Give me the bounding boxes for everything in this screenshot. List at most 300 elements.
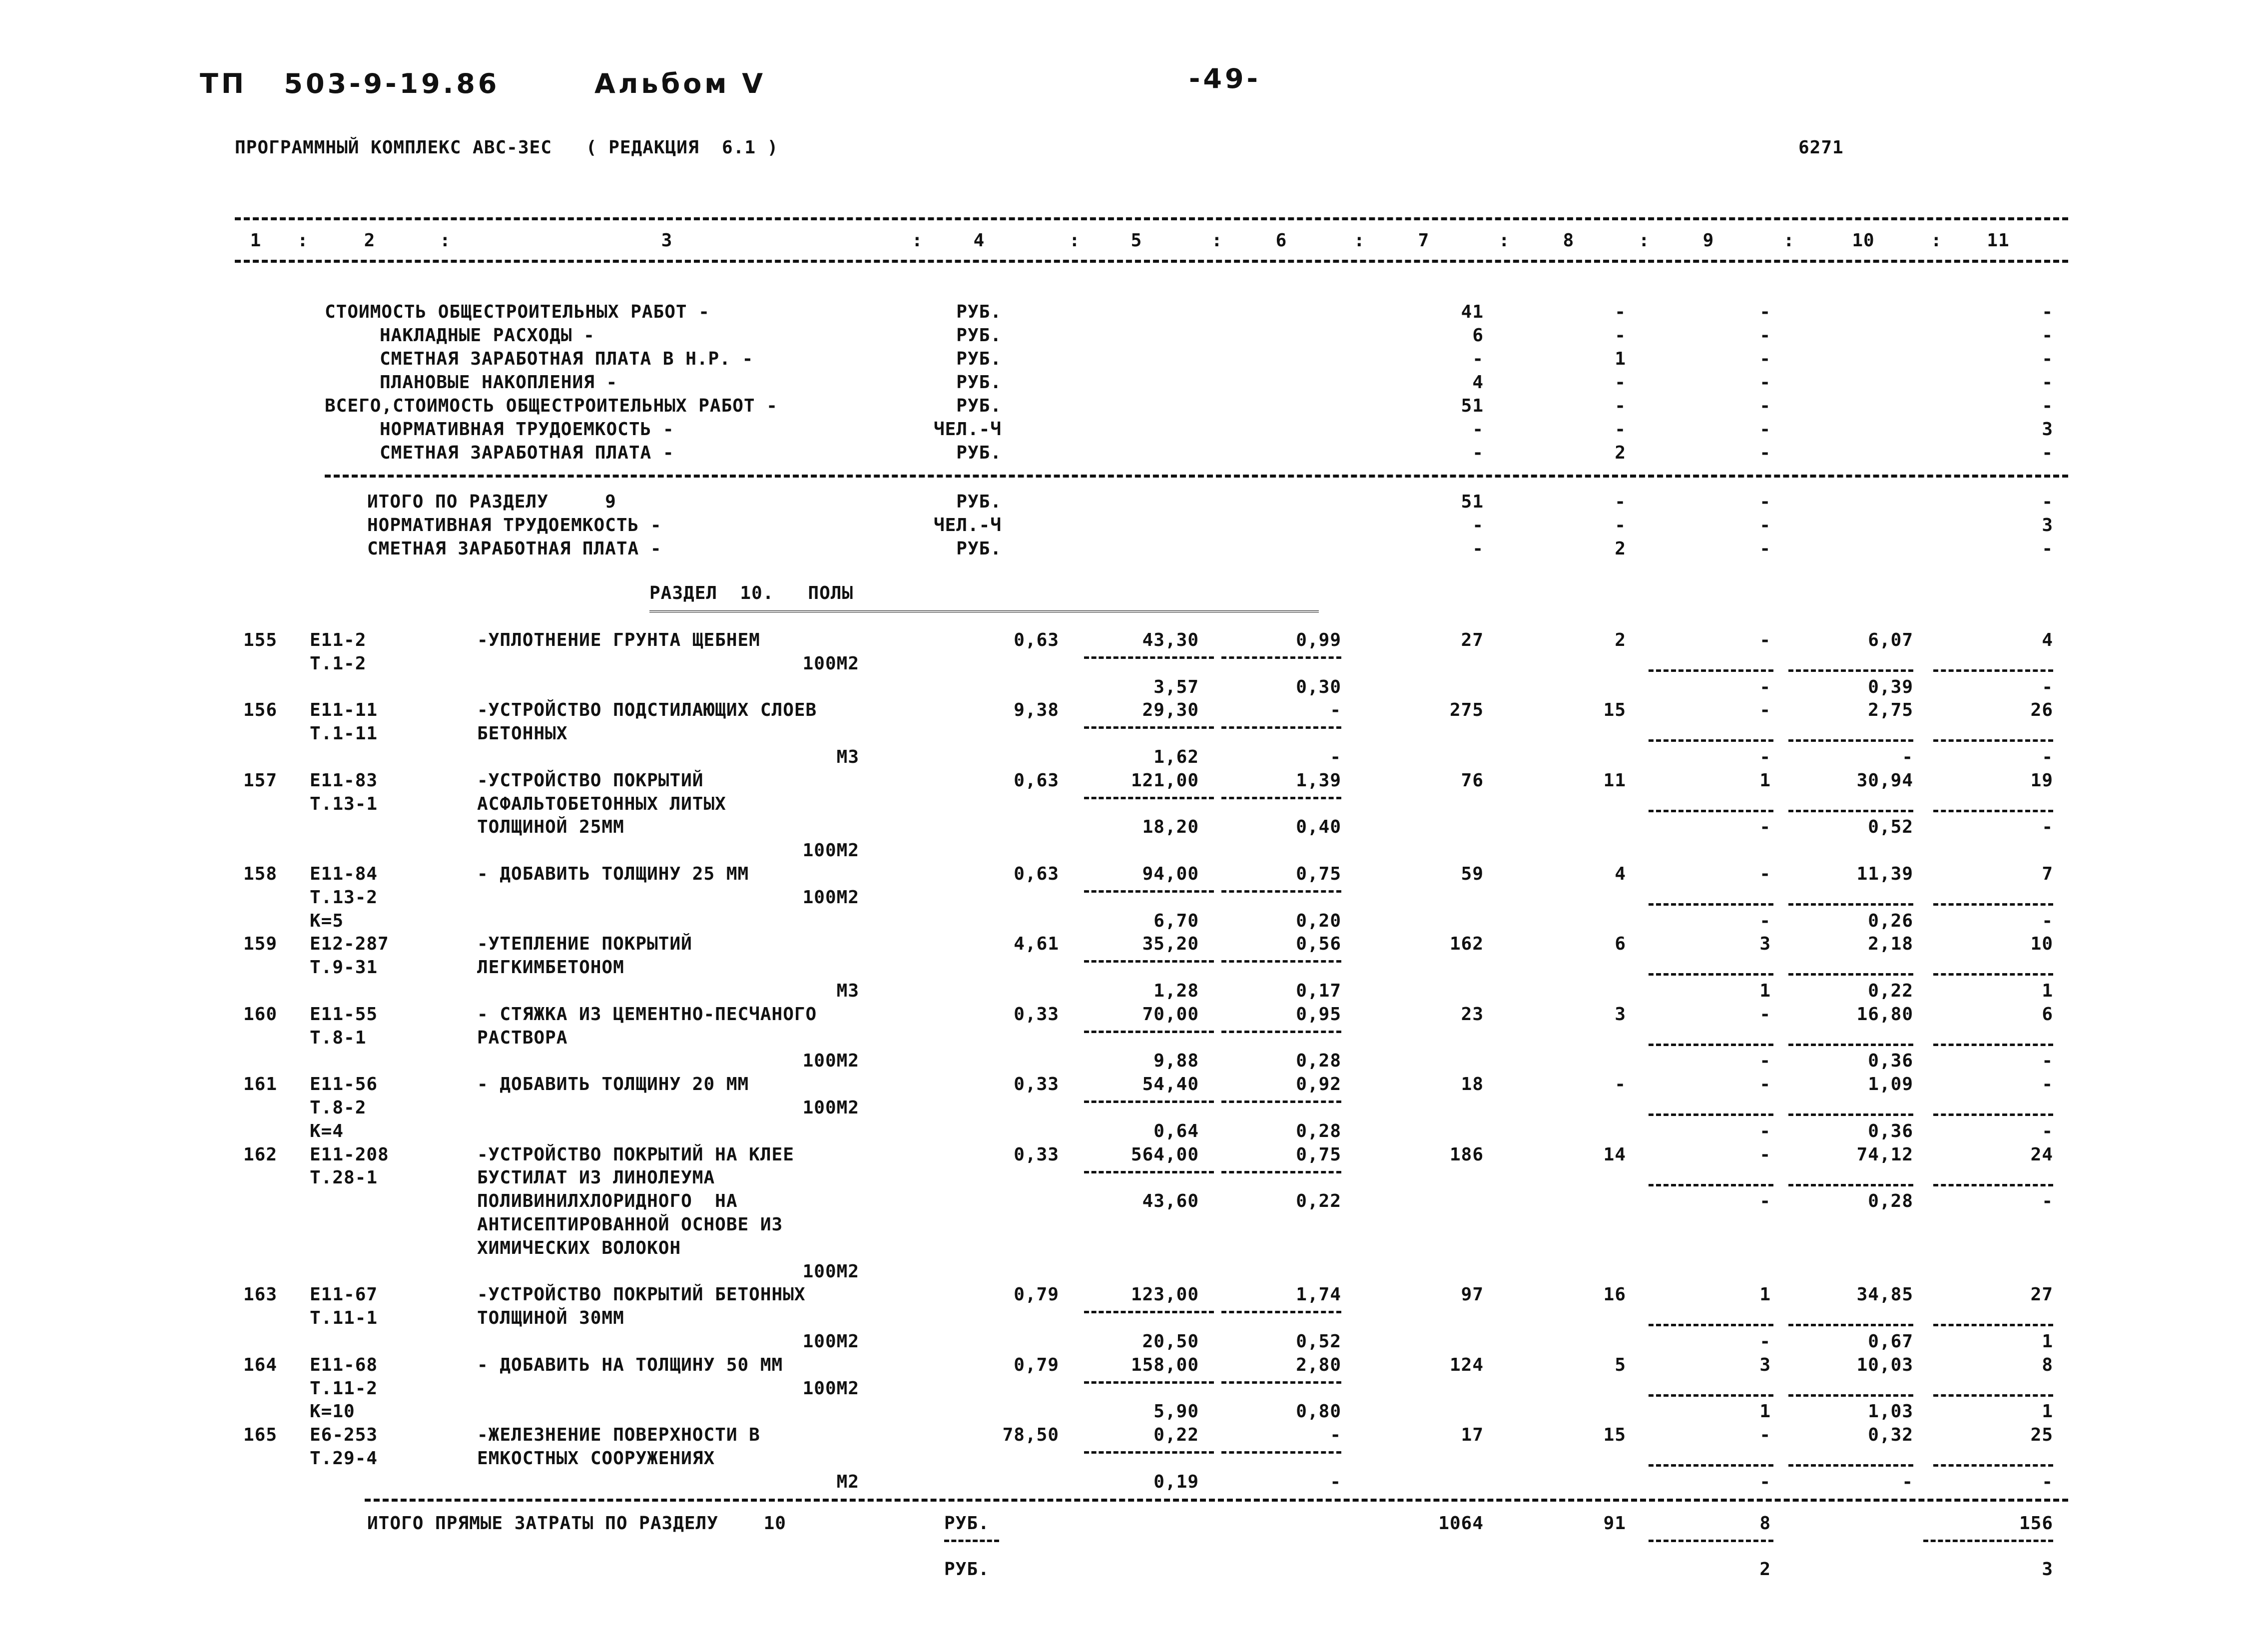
- machine-cost: -: [1759, 676, 1771, 697]
- sub-rule-c9: [1649, 1324, 1773, 1326]
- sub-rule-c10: [1788, 903, 1913, 906]
- unit-wage: 0,92: [1296, 1074, 1341, 1095]
- sub-rule-c11: [1933, 1394, 2053, 1397]
- sub-rule-c11: [1933, 739, 2053, 742]
- sub-rule-c5: [1084, 656, 1214, 659]
- labor-per-unit: 11,39: [1856, 864, 1913, 884]
- unit-wage: 0,75: [1296, 1144, 1341, 1165]
- quantity: 4,61: [1014, 934, 1059, 955]
- sub-rule-c6: [1221, 797, 1341, 799]
- rate-code: Т.8-2: [310, 1098, 367, 1118]
- work-description: БЕТОННЫХ: [477, 723, 568, 744]
- machine-cost: -: [1759, 1120, 1771, 1141]
- sub-rule-c10: [1788, 1044, 1913, 1046]
- work-description: - ДОБАВИТЬ НА ТОЛЩИНУ 50 ММ: [477, 1354, 783, 1375]
- item-number: 158: [243, 864, 277, 884]
- unit-wage: 0,17: [1296, 981, 1341, 1001]
- sub-rule-c5: [1084, 1031, 1214, 1033]
- rate-code: Т.1-2: [310, 653, 367, 674]
- machine-cost: -: [1759, 910, 1771, 931]
- labor-total: -: [2042, 747, 2053, 767]
- work-description: - ДОБАВИТЬ ТОЛЩИНУ 20 ММ: [477, 1074, 749, 1095]
- work-description: -УСТРОЙСТВО ПОКРЫТИЙ: [477, 770, 704, 791]
- column-header-1: 1: [250, 230, 262, 251]
- unit-cost: 9,88: [1153, 1051, 1199, 1072]
- total-cost: 17: [1461, 1425, 1484, 1446]
- work-description: ТОЛЩИНОЙ 25ММ: [477, 817, 624, 838]
- sub-rule-c6: [1221, 1451, 1341, 1454]
- sub-rule-c9: [1649, 669, 1773, 672]
- summary-unit: ЧЕЛ.-Ч: [933, 419, 1002, 440]
- labor-per-unit: 1,03: [1868, 1401, 1913, 1422]
- unit-cost: 3,57: [1153, 676, 1199, 697]
- quantity: 0,63: [1014, 864, 1059, 884]
- header-rule: [235, 260, 2068, 263]
- quantity: 9,38: [1014, 700, 1059, 721]
- unit-of-measure: 100М2: [802, 653, 859, 674]
- unit-cost: 1,28: [1153, 981, 1199, 1001]
- machine-cost: -: [1759, 747, 1771, 767]
- labor-per-unit: 74,12: [1856, 1144, 1913, 1165]
- summary-value-c11: -: [2042, 302, 2053, 322]
- unit-cost: 20,50: [1142, 1331, 1199, 1352]
- summary-value-c9: -: [1759, 419, 1771, 440]
- unit-cost: 0,64: [1153, 1120, 1199, 1141]
- total-wage: 11: [1603, 770, 1626, 791]
- summary-value-c7: 6: [1472, 325, 1484, 346]
- totals-rule: [365, 1499, 2068, 1502]
- rate-code: Е12-287: [310, 934, 389, 955]
- unit-of-measure: 100М2: [802, 1098, 859, 1118]
- labor-total: -: [2042, 910, 2053, 931]
- grand-total-c11: 3: [2042, 1559, 2053, 1580]
- sub-rule-c6: [1221, 890, 1341, 893]
- labor-total: 1: [2042, 1401, 2053, 1422]
- unit-of-measure: 100М2: [802, 887, 859, 908]
- sub-rule-c5: [1084, 1311, 1214, 1313]
- total-rule-c9: [1649, 1540, 1773, 1542]
- rate-code: Т.8-1: [310, 1027, 367, 1048]
- quantity: 78,50: [1002, 1425, 1059, 1446]
- grand-total-c8: 91: [1603, 1513, 1626, 1534]
- total-wage: 14: [1603, 1144, 1626, 1165]
- grand-total-c11: 156: [2019, 1513, 2053, 1534]
- sub-rule-c5: [1084, 1451, 1214, 1454]
- total-cost: 18: [1461, 1074, 1484, 1095]
- quantity: 0,63: [1014, 630, 1059, 650]
- labor-per-unit: 0,36: [1868, 1051, 1913, 1072]
- rate-code: Е11-83: [310, 770, 378, 791]
- column-header-7: 7: [1418, 230, 1430, 251]
- rate-code: Е11-11: [310, 700, 378, 721]
- sub-rule-c10: [1788, 810, 1913, 812]
- work-description: -УСТРОЙСТВО ПОКРЫТИЙ БЕТОННЫХ: [477, 1284, 806, 1305]
- summary-value-c9: -: [1759, 396, 1771, 416]
- quantity: 0,63: [1014, 770, 1059, 791]
- labor-per-unit: 34,85: [1856, 1284, 1913, 1305]
- grand-total-c7: 1064: [1438, 1513, 1484, 1534]
- total-cost: 76: [1461, 770, 1484, 791]
- total-wage: 6: [1615, 934, 1626, 955]
- machine-cost: -: [1759, 817, 1771, 838]
- machine-cost: 1: [1759, 1284, 1771, 1305]
- summary-value-c11: -: [2042, 325, 2053, 346]
- unit-of-measure: 100М2: [802, 840, 859, 861]
- column-separator: :: [1499, 230, 1510, 251]
- unit-of-measure: М3: [836, 981, 859, 1001]
- total-cost: 23: [1461, 1004, 1484, 1025]
- sub-rule-c6: [1221, 656, 1341, 659]
- work-description: ТОЛЩИНОЙ 30ММ: [477, 1308, 624, 1329]
- rate-code: Е11-208: [310, 1144, 389, 1165]
- work-description: ПОЛИВИНИЛХЛОРИДНОГО НА: [477, 1191, 738, 1212]
- labor-per-unit: 0,39: [1868, 676, 1913, 697]
- summary-value-c8: -: [1615, 396, 1626, 416]
- labor-per-unit: 0,32: [1868, 1425, 1913, 1446]
- rate-code: Е11-84: [310, 864, 378, 884]
- labor-total: -: [2042, 676, 2053, 697]
- summary-label: ВСЕГО,СТОИМОСТЬ ОБЩЕСТРОИТЕЛЬНЫХ РАБОТ -: [325, 396, 778, 416]
- work-description: ЛЕГКИМБЕТОНОМ: [477, 957, 624, 978]
- sub-rule-c10: [1788, 1113, 1913, 1116]
- work-description: -УПЛОТНЕНИЕ ГРУНТА ЩЕБНЕМ: [477, 630, 760, 650]
- work-description: - СТЯЖКА ИЗ ЦЕМЕНТНО-ПЕСЧАНОГО: [477, 1004, 817, 1025]
- work-description: -УСТРОЙСТВО ПОДСТИЛАЮЩИХ СЛОЕВ: [477, 700, 817, 721]
- machine-cost: -: [1759, 1425, 1771, 1446]
- grand-total-c9: 2: [1759, 1559, 1771, 1580]
- labor-per-unit: 6,07: [1868, 630, 1913, 650]
- item-number: 155: [243, 630, 277, 650]
- summary-value-c8: -: [1615, 325, 1626, 346]
- unit-wage: 0,99: [1296, 630, 1341, 650]
- column-separator: :: [1354, 230, 1365, 251]
- total-rule-c11: [1923, 1540, 2053, 1542]
- quantity: 0,79: [1014, 1354, 1059, 1375]
- column-header-6: 6: [1275, 230, 1287, 251]
- rate-code: Т.29-4: [310, 1448, 378, 1469]
- rate-code: К=4: [310, 1120, 344, 1141]
- summary-value-c11: -: [2042, 443, 2053, 463]
- work-description: АСФАЛЬТОБЕТОННЫХ ЛИТЫХ: [477, 793, 726, 814]
- total-cost: 97: [1461, 1284, 1484, 1305]
- machine-cost: -: [1759, 864, 1771, 884]
- unit-cost: 43,30: [1142, 630, 1199, 650]
- unit-wage: 0,52: [1296, 1331, 1341, 1352]
- sub-rule-c6: [1221, 1381, 1341, 1384]
- section-total-c9: -: [1759, 515, 1771, 536]
- section-total-c9: -: [1759, 539, 1771, 559]
- total-cost: 27: [1461, 630, 1484, 650]
- sub-rule-c9: [1649, 903, 1773, 906]
- labor-total: 7: [2042, 864, 2053, 884]
- section-total-label: НОРМАТИВНАЯ ТРУДОЕМКОСТЬ -: [367, 515, 662, 536]
- section-total-unit: РУБ.: [956, 492, 1002, 512]
- section-total-c11: -: [2042, 539, 2053, 559]
- summary-label: НОРМАТИВНАЯ ТРУДОЕМКОСТЬ -: [380, 419, 674, 440]
- unit-cost: 35,20: [1142, 934, 1199, 955]
- sub-rule-c5: [1084, 1381, 1214, 1384]
- labor-total: -: [2042, 1051, 2053, 1072]
- unit-wage: 0,80: [1296, 1401, 1341, 1422]
- summary-value-c7: -: [1472, 419, 1484, 440]
- item-number: 163: [243, 1284, 277, 1305]
- page-number: -49-: [1189, 63, 1261, 94]
- sub-rule-c9: [1649, 1044, 1773, 1046]
- work-description: ЕМКОСТНЫХ СООРУЖЕНИЯХ: [477, 1448, 715, 1469]
- labor-per-unit: 2,18: [1868, 934, 1913, 955]
- rate-code: Т.13-2: [310, 887, 378, 908]
- sub-rule-c10: [1788, 1184, 1913, 1186]
- column-separator: :: [1069, 230, 1081, 251]
- total-wage: 3: [1615, 1004, 1626, 1025]
- section-total-c7: -: [1472, 515, 1484, 536]
- summary-label: ПЛАНОВЫЕ НАКОПЛЕНИЯ -: [380, 372, 618, 393]
- machine-cost: 3: [1759, 934, 1771, 955]
- rate-code: Т.11-1: [310, 1308, 378, 1329]
- unit-of-measure: 100М2: [802, 1051, 859, 1072]
- column-header-5: 5: [1130, 230, 1142, 251]
- labor-per-unit: 0,67: [1868, 1331, 1913, 1352]
- summary-value-c7: 41: [1461, 302, 1484, 322]
- labor-total: -: [2042, 1120, 2053, 1141]
- unit-cost: 5,90: [1153, 1401, 1199, 1422]
- work-description: БУСТИЛАТ ИЗ ЛИНОЛЕУМА: [477, 1167, 715, 1188]
- item-number: 161: [243, 1074, 277, 1095]
- labor-total: 25: [2030, 1425, 2053, 1446]
- labor-per-unit: 0,26: [1868, 910, 1913, 931]
- unit-cost: 0,22: [1153, 1425, 1199, 1446]
- rate-code: Т.13-1: [310, 793, 378, 814]
- unit-wage: 1,74: [1296, 1284, 1341, 1305]
- sub-rule-c5: [1084, 797, 1214, 799]
- summary-value-c7: 4: [1472, 372, 1484, 393]
- sub-rule-c9: [1649, 739, 1773, 742]
- machine-cost: 1: [1759, 770, 1771, 791]
- unit-cost: 158,00: [1130, 1354, 1199, 1375]
- total-wage: 15: [1603, 700, 1626, 721]
- labor-total: 6: [2042, 1004, 2053, 1025]
- sub-rule-c6: [1221, 1171, 1341, 1173]
- rate-code: Е11-67: [310, 1284, 378, 1305]
- section-total-label: ИТОГО ПО РАЗДЕЛУ 9: [367, 492, 616, 512]
- program-title: ПРОГРАММНЫЙ КОМПЛЕКС АВС-3ЕС ( РЕДАКЦИЯ 6.1 ): [235, 137, 779, 158]
- unit-wage: -: [1330, 1425, 1341, 1446]
- sub-rule-c9: [1649, 1394, 1773, 1397]
- sub-rule-c10: [1788, 669, 1913, 672]
- column-header-2: 2: [364, 230, 376, 251]
- machine-cost: -: [1759, 1051, 1771, 1072]
- summary-value-c8: 2: [1615, 443, 1626, 463]
- rate-code: Т.1-11: [310, 723, 378, 744]
- work-description: -ЖЕЛЕЗНЕНИЕ ПОВЕРХНОСТИ В: [477, 1425, 760, 1446]
- work-description: РАСТВОРА: [477, 1027, 568, 1048]
- section-total-label: СМЕТНАЯ ЗАРАБОТНАЯ ПЛАТА -: [367, 539, 662, 559]
- summary-value-c7: -: [1472, 443, 1484, 463]
- unit-of-measure: 100М2: [802, 1261, 859, 1282]
- labor-per-unit: 2,75: [1868, 700, 1913, 721]
- rate-code: Е6-253: [310, 1425, 378, 1446]
- unit-wage: 1,39: [1296, 770, 1341, 791]
- work-description: -УТЕПЛЕНИЕ ПОКРЫТИЙ: [477, 934, 692, 955]
- summary-unit: РУБ.: [956, 349, 1002, 369]
- grand-total-unit: РУБ.: [944, 1559, 990, 1580]
- grand-total-c9: 8: [1759, 1513, 1771, 1534]
- work-description: АНТИСЕПТИРОВАННОЙ ОСНОВЕ ИЗ: [477, 1214, 783, 1235]
- section-total-c11: -: [2042, 492, 2053, 512]
- column-header-10: 10: [1852, 230, 1875, 251]
- column-header-4: 4: [973, 230, 985, 251]
- sub-rule-c9: [1649, 1184, 1773, 1186]
- sub-rule-c5: [1084, 1101, 1214, 1103]
- machine-cost: -: [1759, 700, 1771, 721]
- unit-rule: [944, 1540, 999, 1542]
- unit-of-measure: 100М2: [802, 1378, 859, 1399]
- labor-total: -: [2042, 1191, 2053, 1212]
- sub-rule-c11: [1933, 669, 2053, 672]
- unit-of-measure: 100М2: [802, 1331, 859, 1352]
- total-cost: 124: [1449, 1354, 1484, 1375]
- sub-rule-c11: [1933, 810, 2053, 812]
- summary-value-c9: -: [1759, 372, 1771, 393]
- section-total-c7: 51: [1461, 492, 1484, 512]
- total-cost: 162: [1449, 934, 1484, 955]
- unit-wage: 2,80: [1296, 1354, 1341, 1375]
- rate-code: Е11-55: [310, 1004, 378, 1025]
- labor-per-unit: -: [1902, 1471, 1913, 1492]
- work-description: ХИМИЧЕСКИХ ВОЛОКОН: [477, 1237, 681, 1258]
- rate-code: Т.9-31: [310, 957, 378, 978]
- unit-wage: 0,56: [1296, 934, 1341, 955]
- summary-value-c9: -: [1759, 325, 1771, 346]
- total-wage: -: [1615, 1074, 1626, 1095]
- sub-rule-c6: [1221, 1101, 1341, 1103]
- sub-rule-c9: [1649, 1113, 1773, 1116]
- column-header-11: 11: [1987, 230, 2010, 251]
- labor-per-unit: 0,36: [1868, 1120, 1913, 1141]
- unit-cost: 70,00: [1142, 1004, 1199, 1025]
- column-separator: :: [440, 230, 451, 251]
- labor-per-unit: -: [1902, 747, 1913, 767]
- labor-per-unit: 16,80: [1856, 1004, 1913, 1025]
- work-description: -УСТРОЙСТВО ПОКРЫТИЙ НА КЛЕЕ: [477, 1144, 794, 1165]
- unit-wage: 0,22: [1296, 1191, 1341, 1212]
- section-total-c11: 3: [2042, 515, 2053, 536]
- item-number: 162: [243, 1144, 277, 1165]
- summary-value-c8: -: [1615, 302, 1626, 322]
- item-number: 165: [243, 1425, 277, 1446]
- top-rule: [235, 217, 2068, 220]
- unit-of-measure: М3: [836, 747, 859, 767]
- summary-value-c8: 1: [1615, 349, 1626, 369]
- unit-cost: 0,19: [1153, 1471, 1199, 1492]
- labor-per-unit: 0,52: [1868, 817, 1913, 838]
- rate-code: Т.28-1: [310, 1167, 378, 1188]
- section-title: РАЗДЕЛ 10. ПОЛЫ: [649, 583, 854, 603]
- rate-code: Е11-2: [310, 630, 367, 650]
- item-number: 164: [243, 1354, 277, 1375]
- machine-cost: 1: [1759, 981, 1771, 1001]
- section-total-c9: -: [1759, 492, 1771, 512]
- sub-rule-c5: [1084, 1171, 1214, 1173]
- summary-value-c9: -: [1759, 443, 1771, 463]
- summary-value-c7: -: [1472, 349, 1484, 369]
- sub-rule-c10: [1788, 1464, 1913, 1467]
- labor-total: 27: [2030, 1284, 2053, 1305]
- grand-total-unit: РУБ.: [944, 1513, 990, 1534]
- labor-total: 4: [2042, 630, 2053, 650]
- total-wage: 5: [1615, 1354, 1626, 1375]
- labor-per-unit: 0,22: [1868, 981, 1913, 1001]
- total-cost: 186: [1449, 1144, 1484, 1165]
- summary-unit: РУБ.: [956, 443, 1002, 463]
- sub-rule-c9: [1649, 810, 1773, 812]
- sub-rule-c11: [1933, 903, 2053, 906]
- unit-cost: 1,62: [1153, 747, 1199, 767]
- grand-total-label: ИТОГО ПРЯМЫЕ ЗАТРАТЫ ПО РАЗДЕЛУ 10: [367, 1513, 786, 1534]
- unit-wage: -: [1330, 1471, 1341, 1492]
- sub-rule-c6: [1221, 960, 1341, 963]
- total-cost: 275: [1449, 700, 1484, 721]
- summary-unit: РУБ.: [956, 302, 1002, 322]
- labor-total: -: [2042, 817, 2053, 838]
- labor-total: -: [2042, 1074, 2053, 1095]
- sub-rule-c9: [1649, 1464, 1773, 1467]
- summary-label: СМЕТНАЯ ЗАРАБОТНАЯ ПЛАТА -: [380, 443, 674, 463]
- section-total-unit: РУБ.: [956, 539, 1002, 559]
- machine-cost: -: [1759, 630, 1771, 650]
- unit-cost: 121,00: [1130, 770, 1199, 791]
- unit-wage: -: [1330, 700, 1341, 721]
- section-total-c8: -: [1615, 515, 1626, 536]
- unit-wage: -: [1330, 747, 1341, 767]
- document-id: 6271: [1798, 137, 1844, 158]
- work-description: - ДОБАВИТЬ ТОЛЩИНУ 25 ММ: [477, 864, 749, 884]
- quantity: 0,33: [1014, 1004, 1059, 1025]
- sub-rule-c5: [1084, 890, 1214, 893]
- section-title-underline: [649, 610, 1319, 615]
- total-wage: 4: [1615, 864, 1626, 884]
- rate-code: К=10: [310, 1401, 355, 1422]
- summary-value-c11: -: [2042, 349, 2053, 369]
- section-rule: [325, 475, 2068, 478]
- document-code: ТП 503-9-19.86: [200, 68, 500, 99]
- column-header-9: 9: [1702, 230, 1714, 251]
- unit-cost: 123,00: [1130, 1284, 1199, 1305]
- labor-per-unit: 0,28: [1868, 1191, 1913, 1212]
- unit-cost: 29,30: [1142, 700, 1199, 721]
- summary-unit: РУБ.: [956, 325, 1002, 346]
- summary-value-c11: -: [2042, 372, 2053, 393]
- album-label: Альбом V: [594, 68, 766, 99]
- item-number: 156: [243, 700, 277, 721]
- item-number: 157: [243, 770, 277, 791]
- column-separator: :: [912, 230, 923, 251]
- quantity: 0,33: [1014, 1144, 1059, 1165]
- unit-wage: 0,28: [1296, 1051, 1341, 1072]
- section-total-c7: -: [1472, 539, 1484, 559]
- sub-rule-c10: [1788, 973, 1913, 976]
- labor-per-unit: 10,03: [1856, 1354, 1913, 1375]
- unit-wage: 0,95: [1296, 1004, 1341, 1025]
- unit-of-measure: М2: [836, 1471, 859, 1492]
- sub-rule-c10: [1788, 1394, 1913, 1397]
- machine-cost: -: [1759, 1471, 1771, 1492]
- column-header-3: 3: [661, 230, 673, 251]
- machine-cost: -: [1759, 1004, 1771, 1025]
- section-total-c8: -: [1615, 492, 1626, 512]
- rate-code: Е11-68: [310, 1354, 378, 1375]
- section-total-c8: 2: [1615, 539, 1626, 559]
